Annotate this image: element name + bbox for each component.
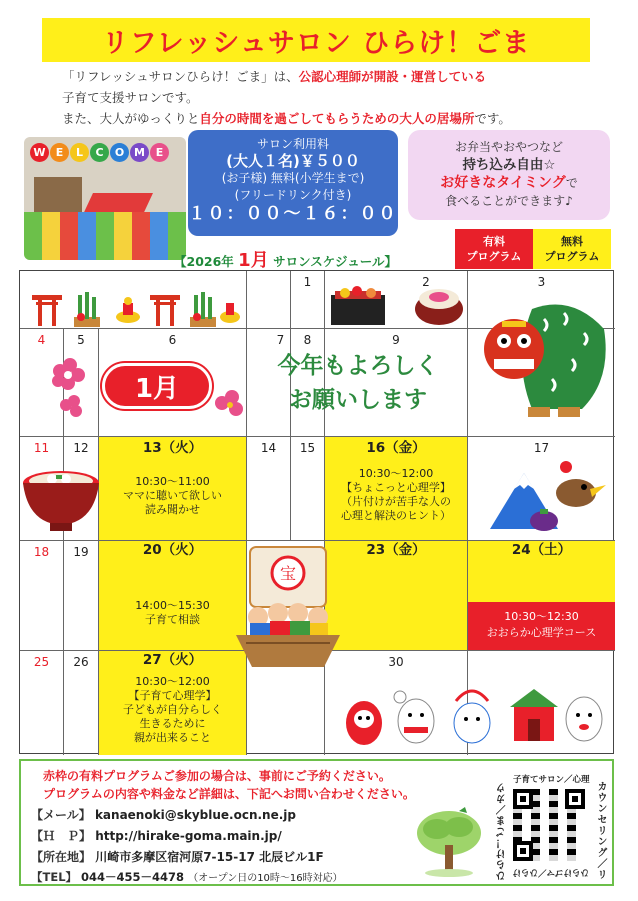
cal-cell-row1-deco	[20, 271, 247, 329]
treasure-ship-icon	[232, 543, 344, 673]
page-title: リフレッシュサロン ひらけ！ごま	[101, 27, 531, 59]
food-line-1: お弁当やおやつなど	[454, 140, 563, 154]
cal-cell-13-event[interactable]	[99, 437, 247, 541]
event-27	[99, 653, 246, 745]
cal-cell-20-event[interactable]	[99, 541, 247, 651]
tel-hours: （オープン日の10時〜16時対応）	[188, 873, 343, 884]
tel-row	[31, 869, 343, 885]
intro-text	[62, 66, 622, 129]
day-number: 4	[37, 333, 46, 347]
day-number: 14	[260, 441, 277, 455]
event-title: おおらか心理学コース	[486, 626, 597, 639]
reservation-notice	[43, 767, 415, 803]
contact-info-box	[19, 759, 614, 886]
event-title-2: 読み聞かせ	[145, 503, 200, 516]
event-20	[99, 543, 246, 627]
new-year-greeting	[263, 349, 453, 417]
greeting-line-1: 今年もよろしく	[277, 353, 439, 379]
open-hours: １０：００〜１６：００	[188, 204, 398, 224]
intro-line-1a: 「リフレッシュサロンひらけ！ごま」は、	[62, 69, 299, 84]
food-line-3-tail: で	[565, 176, 578, 190]
welcome-letter: W	[30, 143, 49, 162]
day-number: 6	[168, 333, 177, 347]
day-number: 17	[533, 441, 550, 455]
food-timing: お好きなタイミング	[440, 175, 566, 191]
event-time: 10:30〜11:00	[135, 475, 210, 488]
cal-cell-2	[325, 271, 468, 329]
event-date: 16（金）	[366, 440, 426, 456]
legend-paid	[455, 229, 533, 269]
homepage-row	[31, 827, 282, 844]
welcome-banner	[30, 143, 169, 162]
day-number: 5	[77, 333, 85, 347]
event-date: 13（火）	[142, 440, 203, 456]
lucky-charms-icon	[340, 681, 610, 751]
welcome-letter: L	[70, 143, 89, 162]
calendar-grid	[19, 270, 614, 754]
event-date: 23（金）	[366, 542, 426, 558]
cal-cell-19	[64, 541, 99, 651]
notice-line-1: 赤枠の有料プログラムご参加の場合は、事前にご予約ください。	[43, 769, 391, 783]
event-time: 10:30〜12:00	[135, 675, 210, 688]
day-number: 9	[392, 333, 400, 347]
schedule-bracket-open: 【	[174, 254, 187, 269]
address-row	[31, 848, 324, 865]
salon-photo	[24, 137, 186, 260]
event-title: 子育て相談	[145, 613, 200, 626]
homepage-link[interactable]: http://hirake-goma.main.jp/	[95, 829, 282, 843]
month-badge-text: 1月	[134, 373, 180, 404]
food-line-4: 食べることができます♪	[445, 194, 573, 208]
legend-free	[533, 229, 611, 269]
play-mat	[24, 212, 186, 260]
food-line-3	[408, 174, 610, 192]
tel-label: 【TEL】	[31, 870, 78, 884]
intro-line-1	[62, 66, 622, 87]
day-number: 26	[73, 655, 89, 669]
day-number: 18	[33, 545, 50, 559]
cal-cell-16-event[interactable]	[325, 437, 468, 541]
food-line-2: 持ち込み自由☆	[462, 157, 556, 173]
tel-number[interactable]: 044－455－4478	[81, 870, 185, 884]
event-desc-3: 親が出来ること	[134, 731, 211, 744]
day-number: 19	[73, 545, 89, 559]
schedule-title	[174, 246, 397, 272]
qr-caption-bottom: ひらけゴマ／ひらけ	[512, 867, 589, 877]
qr-caption-top: 子育てサロン／心理	[513, 775, 590, 785]
day-number: 15	[299, 441, 316, 455]
fee-title: サロン利用料	[256, 137, 329, 151]
cal-cell-24-event[interactable]	[468, 541, 615, 651]
title-banner	[42, 18, 590, 62]
schedule-label: サロンスケジュール	[273, 254, 385, 269]
fee-adult: (大人１名)￥５００	[226, 152, 360, 170]
lion-dance-icon	[472, 289, 612, 429]
legend-free-1: 無料	[560, 235, 583, 248]
event-desc-1: （片付けが苦手な人の	[341, 495, 451, 508]
greeting-line-2: お願いします	[289, 387, 427, 413]
event-13	[99, 441, 246, 517]
day-number: 7	[276, 333, 285, 347]
day-number: 2	[422, 275, 430, 289]
notice-line-2: プログラムの内容や料金など詳細は、下記へお問い合わせください。	[43, 787, 415, 801]
event-desc-1: 子どもが自分らしく	[123, 703, 222, 716]
event-time: 10:30〜12:30	[504, 610, 579, 623]
schedule-bracket-close: 】	[384, 254, 397, 269]
paid-program-block	[468, 602, 615, 650]
address-text: 川崎市多摩区宿河原7-15-17 北辰ビル1F	[95, 850, 324, 864]
intro-line-2: 子育て支援サロンです。	[62, 90, 199, 105]
qr-code-icon[interactable]	[513, 789, 585, 861]
qr-caption-left: ひらけ！ごま／カウ	[497, 782, 508, 881]
event-date: 20（火）	[142, 542, 203, 558]
fee-drink: (フリードリンク付き)	[234, 188, 352, 202]
fee-child: (お子様) 無料(小学生まで)	[221, 171, 365, 185]
event-title: 【ちょこっと心理学】	[341, 481, 451, 494]
day-number: 3	[537, 275, 546, 289]
welcome-letter: E	[150, 143, 169, 162]
intro-line-3	[62, 108, 622, 129]
welcome-letter: O	[110, 143, 129, 162]
event-time: 10:30〜12:00	[358, 467, 434, 480]
schedule-month: 1月	[238, 250, 269, 271]
day-number: 11	[33, 441, 50, 455]
cal-cell-25	[20, 651, 64, 755]
legend-free-2: プログラム	[544, 250, 600, 263]
day-number: 30	[388, 655, 404, 669]
day-number: 8	[303, 333, 312, 347]
zoni-soup-icon	[20, 459, 102, 535]
intro-line-3c: です。	[474, 111, 511, 126]
qr-caption-right: カウンセリング／リ	[595, 781, 606, 880]
cal-cell-14	[247, 437, 291, 541]
cal-cell-18	[20, 541, 64, 651]
month-badge	[102, 363, 212, 409]
email-row	[31, 806, 296, 823]
osechi-icon	[327, 277, 467, 327]
cal-cell-26	[64, 651, 99, 755]
day-number: 25	[33, 655, 50, 669]
food-box	[408, 130, 610, 220]
welcome-letter: M	[130, 143, 149, 162]
welcome-letter: E	[50, 143, 69, 162]
legend-paid-2: プログラム	[466, 250, 522, 263]
intro-line-3a: また、大人がゆっくりと	[62, 111, 200, 126]
cal-cell-empty	[247, 271, 291, 329]
cal-cell-23-event[interactable]	[325, 541, 468, 651]
cal-cell-1	[291, 271, 325, 329]
new-year-decoration-icon	[26, 287, 241, 329]
event-date: 24（土）	[511, 542, 572, 558]
qr-code-block[interactable]	[491, 769, 611, 881]
schedule-year: 2026年	[186, 254, 234, 269]
event-desc-2: 生きるために	[139, 717, 206, 730]
homepage-label: 【Ｈ Ｐ】	[31, 829, 92, 843]
cal-cell-15	[291, 437, 325, 541]
cal-cell-27-event[interactable]	[99, 651, 247, 755]
day-number: 1	[303, 275, 312, 289]
event-16	[325, 441, 467, 523]
legend-paid-1: 有料	[482, 235, 505, 248]
fee-box	[188, 130, 398, 236]
event-title: 【子育て心理学】	[128, 689, 217, 702]
day-number: 12	[73, 441, 89, 455]
svg-text:宝: 宝	[279, 564, 297, 583]
intro-line-3b: 自分の時間を過ごしてもらうための大人の居場所	[199, 111, 475, 126]
event-date: 27（火）	[142, 652, 203, 668]
email-link[interactable]: kanaenoki@skyblue.ocn.ne.jp	[94, 808, 296, 822]
event-title: ママに聴いて欲しい	[123, 489, 222, 502]
event-24	[468, 543, 615, 557]
intro-line-1b: 公認心理師が開設・運営している	[298, 69, 487, 84]
welcome-letter: C	[90, 143, 109, 162]
tree-logo-icon	[413, 805, 485, 877]
fuji-hawk-eggplant-icon	[480, 459, 610, 539]
event-time: 14:00〜15:30	[135, 599, 210, 612]
address-label: 【所在地】	[31, 850, 92, 864]
event-23	[325, 543, 467, 557]
email-label: 【メール】	[31, 808, 91, 822]
event-desc-2: 心理と解決のヒント）	[341, 509, 451, 522]
